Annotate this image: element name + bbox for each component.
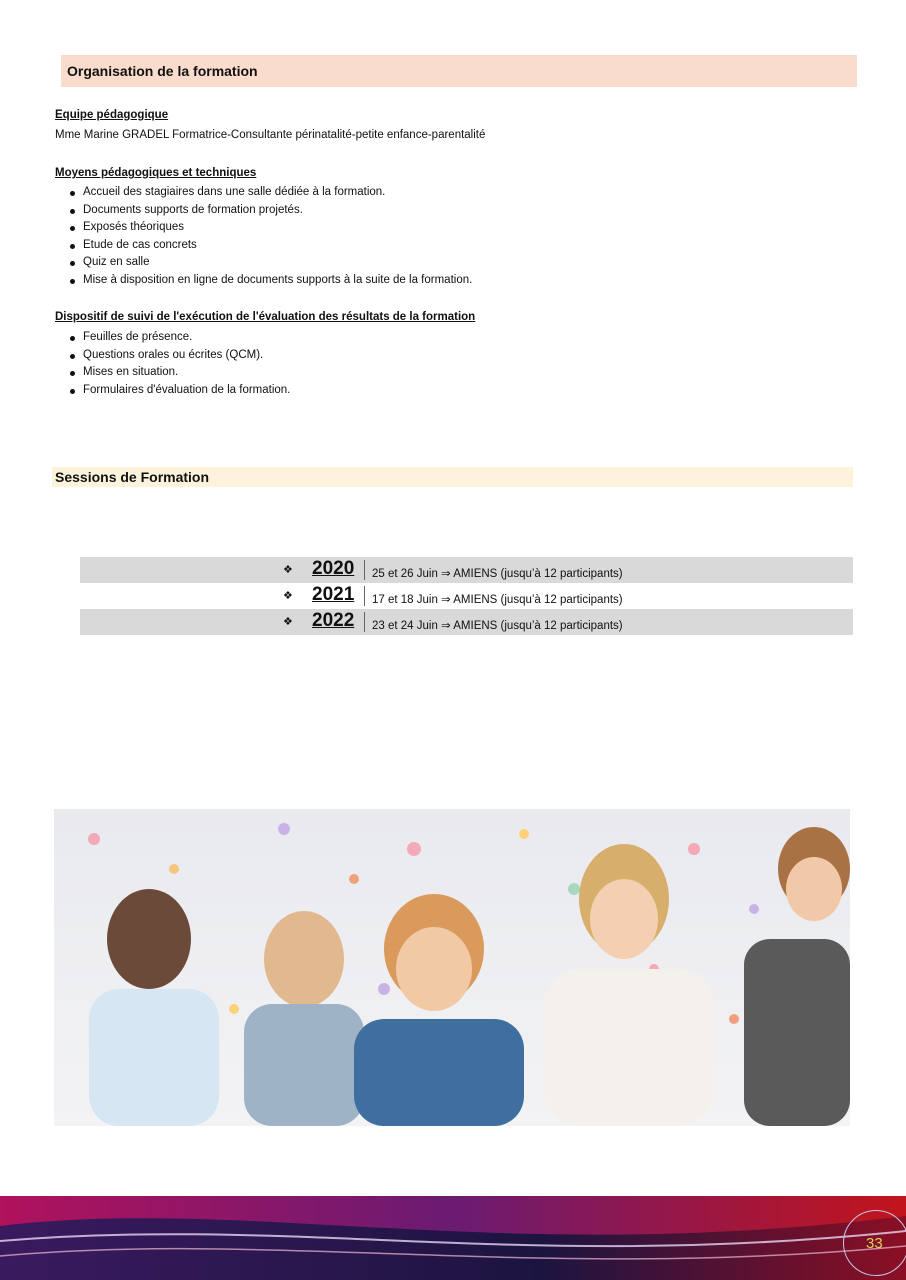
divider	[364, 586, 365, 606]
diamond-bullet-icon: ❖	[283, 564, 293, 576]
moyens-title: Moyens pédagogiques et techniques	[55, 167, 257, 179]
list-item: Questions orales ou écrites (QCM).	[55, 347, 290, 365]
equipe-text: Mme Marine GRADEL Formatrice-Consultante périnatalité-petite enfance-parentalité	[55, 129, 486, 141]
divider	[364, 560, 365, 580]
list-item: Accueil des stagiaires dans une salle dédiée à la formation.	[55, 184, 472, 202]
session-row	[80, 609, 853, 635]
session-detail: 25 et 26 Juin ⇒ AMIENS (jusqu’à 12 participants)	[372, 568, 623, 580]
child-1	[89, 889, 219, 1126]
dispositif-title: Dispositif de suivi de l'exécution de l'évaluation des résultats de la formation	[55, 311, 476, 323]
session-row	[80, 557, 853, 583]
page-number: 33	[866, 1235, 883, 1252]
diamond-bullet-icon: ❖	[283, 590, 293, 602]
dispositif-list	[55, 329, 290, 399]
list-item: Quiz en salle	[55, 254, 472, 272]
footer-decoration	[0, 1196, 906, 1280]
session-detail: 17 et 18 Juin ⇒ AMIENS (jusqu’à 12 participants)	[372, 594, 623, 606]
child-2	[244, 911, 364, 1126]
list-item: Formulaires d'évaluation de la formation.	[55, 382, 290, 400]
sessions-title: Sessions de Formation	[55, 469, 210, 485]
sessions-header	[52, 467, 853, 487]
diamond-bullet-icon: ❖	[283, 616, 293, 628]
organisation-title: Organisation de la formation	[67, 63, 258, 79]
child-3	[354, 894, 524, 1126]
list-item: Mises en situation.	[55, 364, 290, 382]
children-confetti-photo	[54, 809, 850, 1126]
footer-swoosh	[0, 1196, 906, 1280]
session-year: 2020	[312, 558, 355, 579]
organisation-header	[61, 55, 857, 87]
list-item: Documents supports de formation projetés.	[55, 202, 472, 220]
list-item: Feuilles de présence.	[55, 329, 290, 347]
session-year: 2021	[312, 584, 355, 605]
divider	[364, 612, 365, 632]
list-item: Mise à disposition en ligne de documents supports à la suite de la formation.	[55, 272, 472, 290]
equipe-title: Equipe pédagogique	[55, 109, 169, 121]
list-item: Exposés théoriques	[55, 219, 472, 237]
session-year: 2022	[312, 610, 355, 631]
photo-illustration	[54, 809, 850, 1126]
session-row	[80, 583, 853, 609]
session-detail: 23 et 24 Juin ⇒ AMIENS (jusqu’à 12 participants)	[372, 620, 623, 632]
list-item: Etude de cas concrets	[55, 237, 472, 255]
child-5	[744, 827, 850, 1126]
moyens-list	[55, 184, 472, 289]
